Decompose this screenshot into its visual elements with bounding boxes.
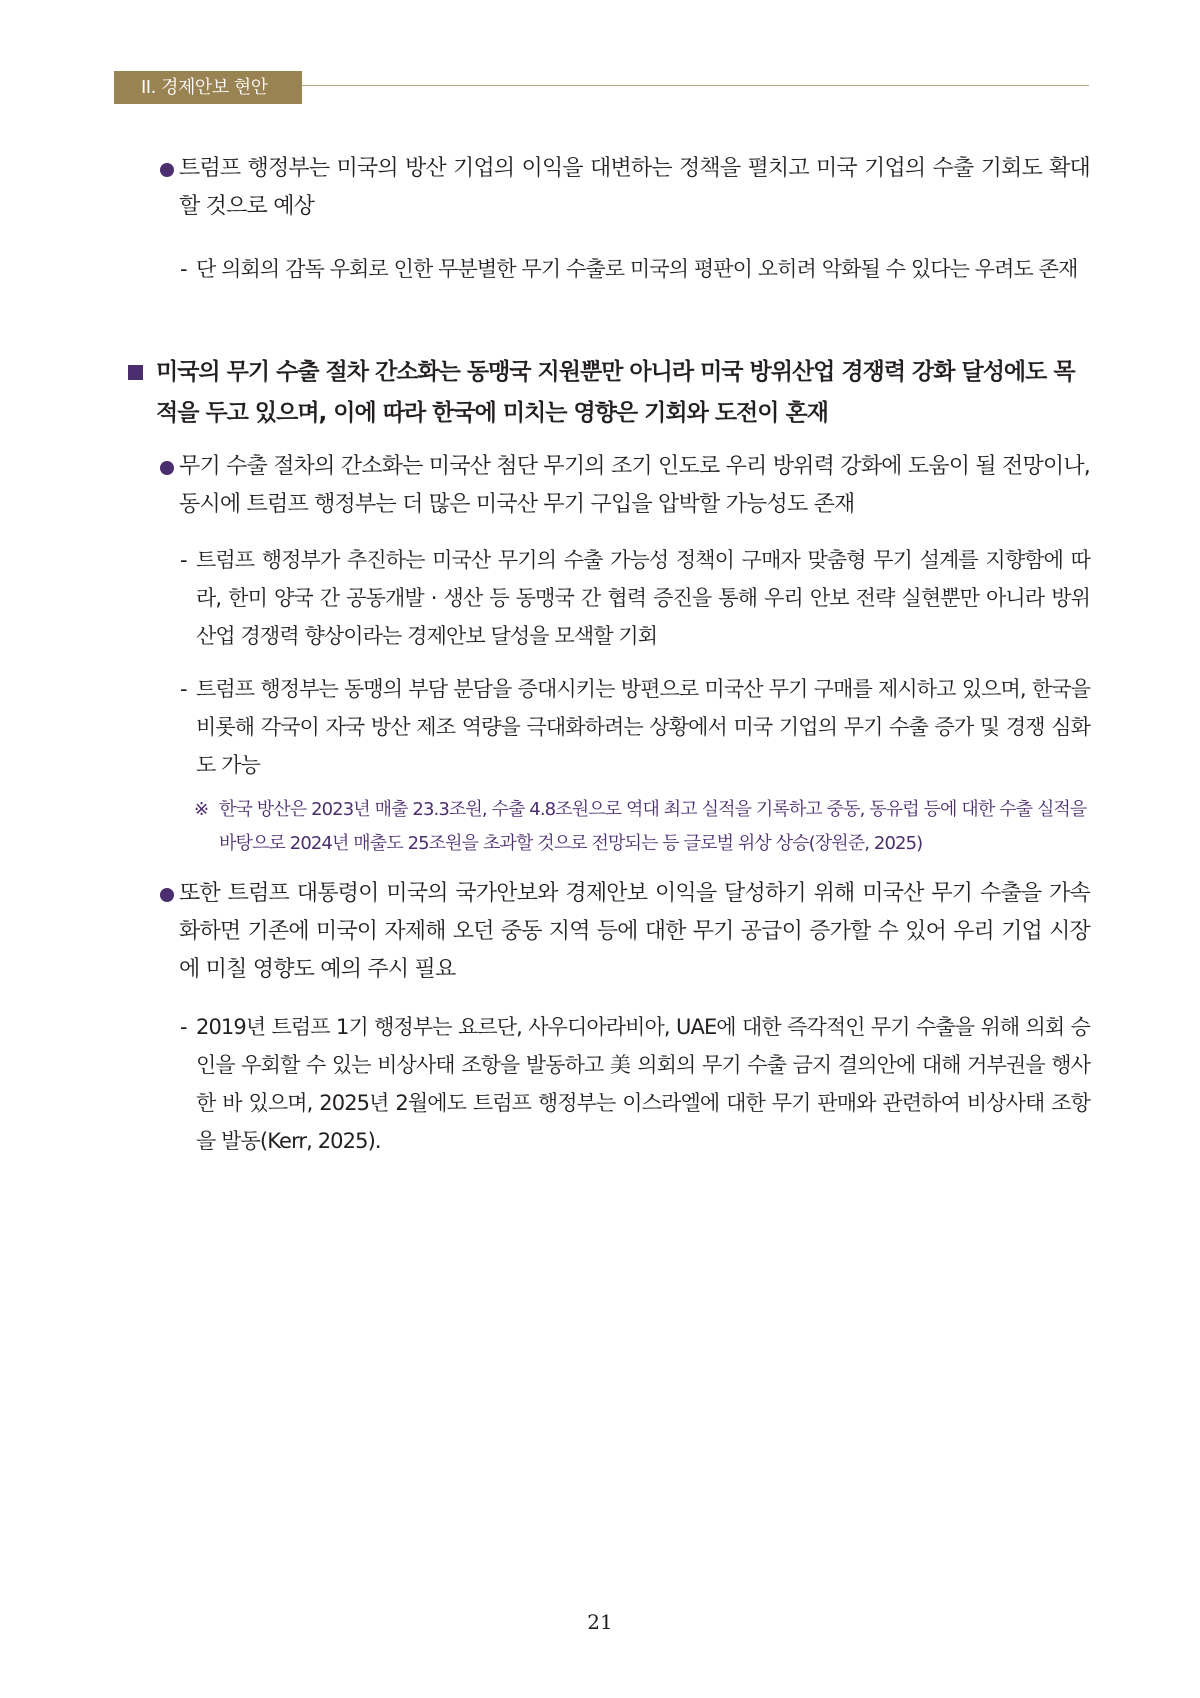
bullet-dot-icon	[160, 461, 174, 475]
dash-text: 단 의회의 감독 우회로 인한 무분별한 무기 수출로 미국의 평판이 오히려 악화될 수 있다는 우려도 존재	[196, 257, 1078, 281]
bullet-dot-icon	[160, 888, 174, 902]
dash-text: 트럼프 행정부가 추진하는 미국산 무기의 수출 가능성 정책이 구매자 맞춤형 무기 설계를 지향함에 따라, 한미 양국 간 공동개발 · 생산 등 동맹국 간 협력 증진을 통해 우리 안보 전략 실현뿐만 아니라 방위 산업 경쟁력 향상이라는 경제안보 달성을 모색할 기회	[196, 548, 1090, 648]
dash-item	[180, 250, 1090, 288]
square-heading-text: 미국의 무기 수출 절차 간소화는 동맹국 지원뿐만 아니라 미국 방위산업 경쟁력 강화 달성에도 목적을 두고 있으며, 이에 따라 한국에 미치는 영향은 기회와 도전이 혼재	[156, 359, 1075, 426]
section-header-tab	[114, 71, 302, 104]
page-number: 21	[587, 1610, 613, 1634]
header-rule	[302, 85, 1089, 86]
section-label: II. 경제안보 현안	[141, 77, 268, 98]
dash-item	[180, 541, 1090, 655]
dash-mark: -	[180, 677, 187, 701]
bullet-text: 또한 트럼프 대통령이 미국의 국가안보와 경제안보 이익을 달성하기 위해 미국산 무기 수출을 가속화하면 기존에 미국이 자제해 오던 중동 지역 등에 대한 무기 공급이 증가할 수 있어 우리 기업 시장에 미칠 영향도 예의 주시 필요	[179, 881, 1090, 982]
dash-text: 트럼프 행정부는 동맹의 부담 분담을 증대시키는 방편으로 미국산 무기 구매를 제시하고 있으며, 한국을 비롯해 각국이 자국 방산 제조 역량을 극대화하려는 상황에서 미국 기업의 무기 수출 증가 및 경쟁 심화도 가능	[196, 677, 1090, 777]
square-heading	[128, 352, 1090, 434]
dash-item	[180, 1008, 1090, 1160]
dash-mark: -	[180, 257, 187, 281]
dash-item	[180, 670, 1090, 784]
reference-note	[194, 793, 1090, 861]
dash-text: 2019년 트럼프 1기 행정부는 요르단, 사우디아라비아, UAE에 대한 즉각적인 무기 수출을 위해 의회 승인을 우회할 수 있는 비상사태 조항을 발동하고 美 의회의 무기 수출 금지 결의안에 대해 거부권을 행사한 바 있으며, 2025년 2월에도 트럼프 행정부는 이스라엘에 대한 무기 판매와 관련하여 비상사태 조항을 발동(Kerr, 2025).	[196, 1015, 1090, 1153]
bullet-text: 무기 수출 절차의 간소화는 미국산 첨단 무기의 조기 인도로 우리 방위력 강화에 도움이 될 전망이나, 동시에 트럼프 행정부는 더 많은 미국산 무기 구입을 압박할 가능성도 존재	[179, 454, 1090, 517]
bullet-dot-icon	[160, 163, 174, 177]
dash-mark: -	[180, 548, 187, 572]
bullet-item	[160, 875, 1090, 989]
note-mark: ※	[194, 799, 209, 820]
bullet-text: 트럼프 행정부는 미국의 방산 기업의 이익을 대변하는 정책을 펼치고 미국 기업의 수출 기회도 확대할 것으로 예상	[179, 156, 1090, 219]
bullet-item	[160, 448, 1090, 524]
square-bullet-icon	[128, 365, 143, 380]
bullet-item	[160, 150, 1090, 226]
dash-mark: -	[180, 1015, 187, 1039]
note-text: 한국 방산은 2023년 매출 23.3조원, 수출 4.8조원으로 역대 최고 실적을 기록하고 중동, 동유럽 등에 대한 수출 실적을 바탕으로 2024년 매출도 25조원을 초과할 것으로 전망되는 등 글로벌 위상 상승(장원준, 2025)	[219, 799, 1087, 854]
